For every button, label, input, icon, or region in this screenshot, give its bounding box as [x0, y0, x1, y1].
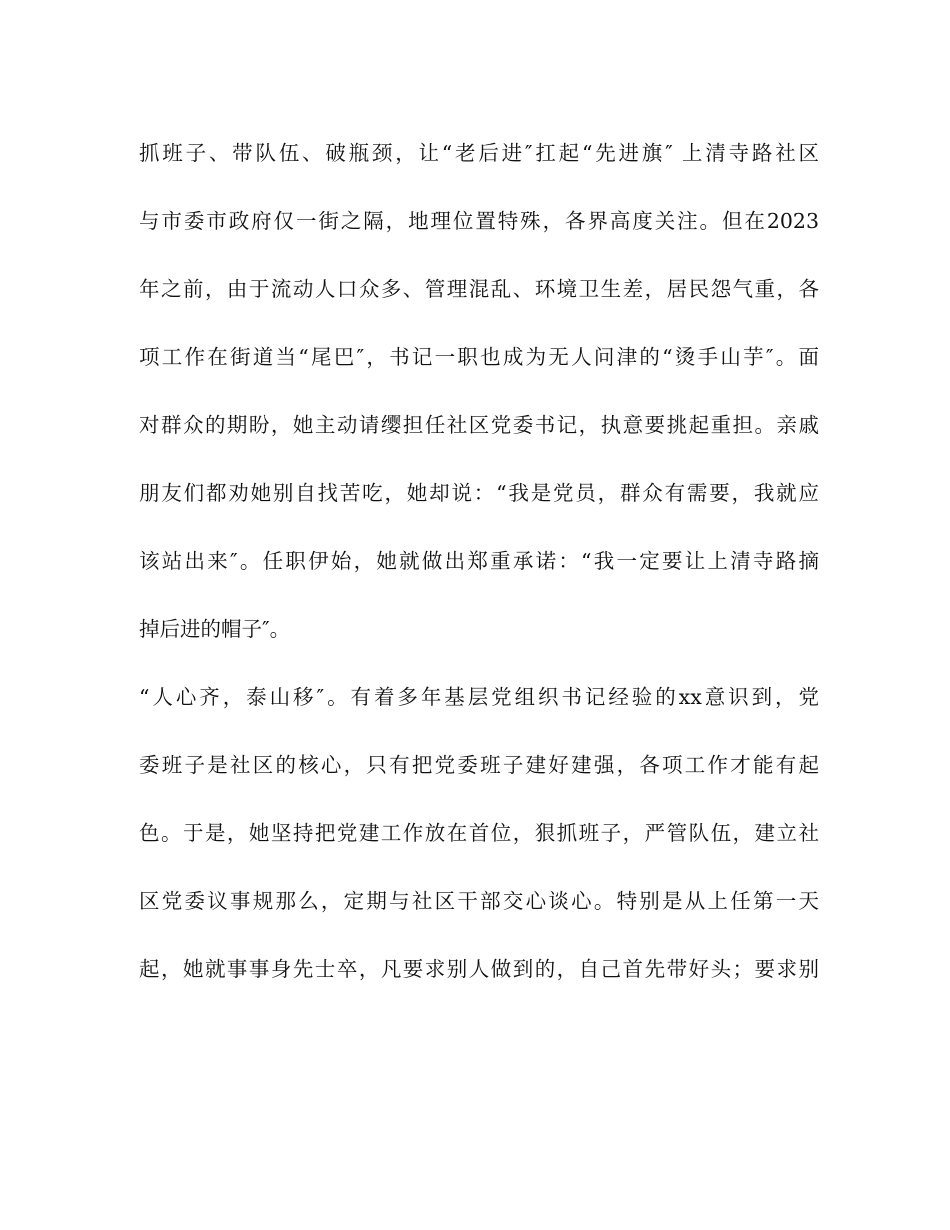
body-text — [139, 138, 819, 1022]
text-line: 起，她就事事身先士卒，凡要求别人做到的，自己首先带好头；要求别 — [139, 957, 819, 981]
text-line: 色。于是，她坚持把党建工作放在首位，狠抓班子，严管队伍，建立社 — [139, 821, 819, 845]
text-line: 该站出来″。任职伊始，她就做出郑重承诺：“我一定要让上清寺路摘 — [139, 549, 819, 573]
text-line: 项工作在街道当“尾巴″，书记一职也成为无人问津的“烫手山芋″。面 — [139, 345, 819, 369]
text-line: “人心齐，泰山移″。有着多年基层党组织书记经验的xx意识到，党 — [139, 685, 819, 709]
text-line: 与市委市政府仅一街之隔，地理位置特殊，各界高度关注。但在2023 — [139, 209, 819, 233]
text-line: 抓班子、带队伍、破瓶颈，让“老后进″扛起“先进旗″ 上清寺路社区 — [139, 141, 819, 165]
text-line: 委班子是社区的核心，只有把党委班子建好建强，各项工作才能有起 — [139, 753, 819, 777]
text-line: 区党委议事规那么，定期与社区干部交心谈心。特别是从上任第一天 — [139, 889, 819, 913]
text-line: 年之前，由于流动人口众多、管理混乱、环境卫生差，居民怨气重，各 — [139, 277, 819, 301]
text-line: 朋友们都劝她别自找苦吃，她却说：“我是党员，群众有需要，我就应 — [139, 481, 819, 505]
text-line: 掉后进的帽子″。 — [139, 617, 291, 641]
text-line: 对群众的期盼，她主动请缨担任社区党委书记，执意要挑起重担。亲戚 — [139, 413, 819, 437]
